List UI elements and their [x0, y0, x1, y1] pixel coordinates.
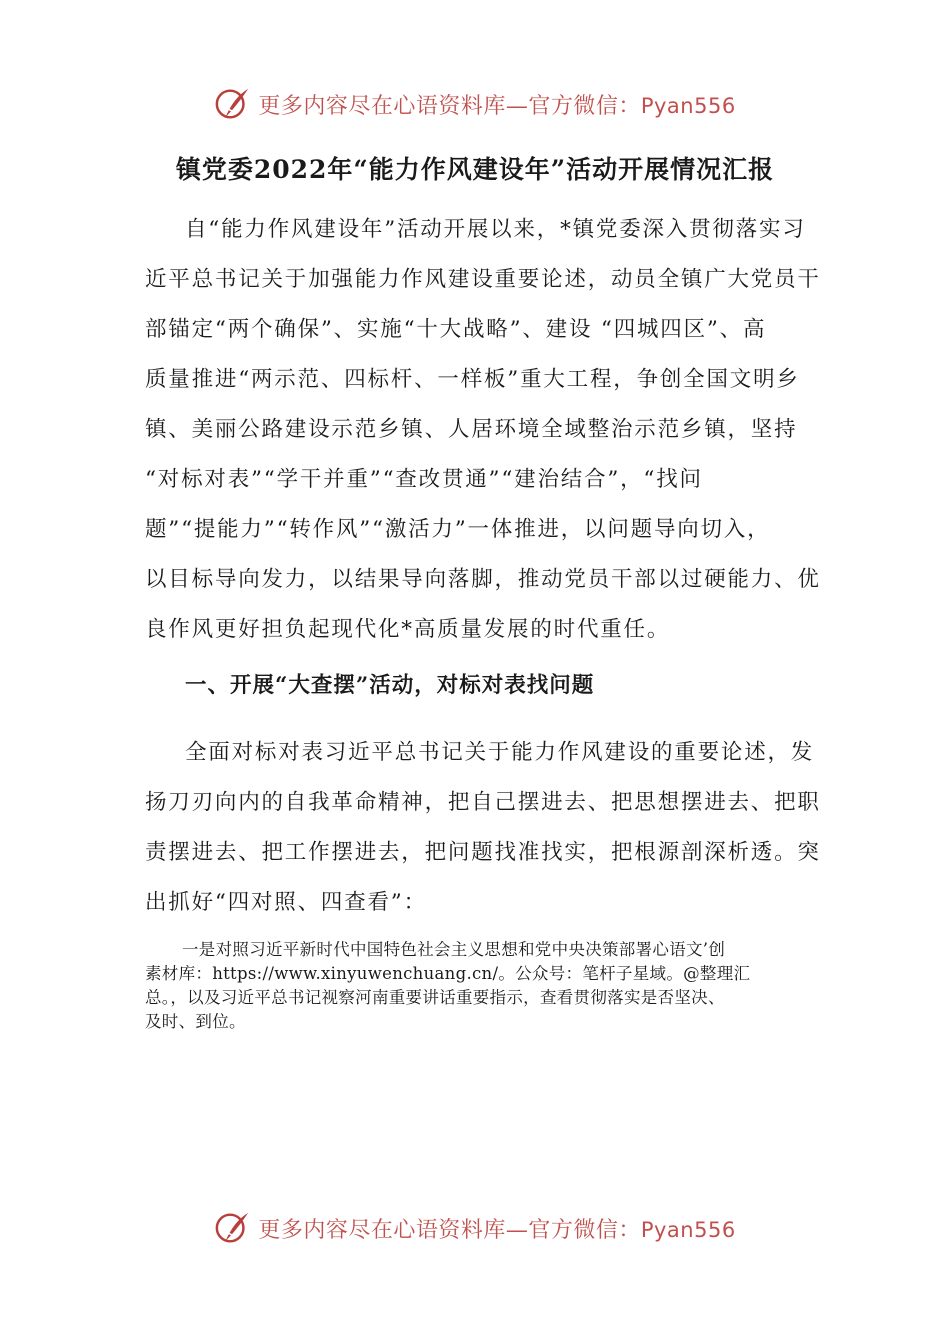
banner-wechat-id: Pyan556 [640, 93, 736, 118]
item-paragraph [145, 938, 825, 1034]
paragraph-line: 自“能力作风建设年”活动开展以来，*镇党委深入贯彻落实习 [185, 217, 806, 242]
paragraph-line: 全面对标对表习近平总书记关于能力作风建设的重要论述，发 [185, 740, 815, 765]
paragraph-line: 题”“提能力”“转作风”“激活力”一体推进，以问题导向切入， [145, 517, 771, 542]
paragraph-line: 出抓好“四对照、四查看”： [145, 890, 427, 915]
paragraph-line: 良作风更好担负起现代化*高质量发展的时代重任。 [145, 617, 671, 642]
paragraph-line: 总。，以及习近平总书记视察河南重要讲话重要指示，查看贯彻落实是否坚决、 [145, 988, 725, 1007]
paragraph-line: 部锚定“两个确保”、实施“十大战略”、建设 “四城四区”、高 [145, 317, 767, 342]
paragraph-line: 镇、美丽公路建设示范乡镇、人居环境全域整治示范乡镇，坚持 [145, 417, 798, 442]
quill-pen-circle-icon [214, 1209, 252, 1247]
paragraph-line: 质量推进“两示范、四标杆、一样板”重大工程，争创全国文明乡 [145, 367, 800, 392]
banner-wechat-id: Pyan556 [640, 1217, 736, 1242]
section1-paragraph [145, 728, 821, 928]
section-heading: 一、开展“大查摆”活动，对标对表找问题 [185, 673, 595, 698]
banner-text: 更多内容尽在心语资料库—官方微信：Pyan556 [258, 1217, 736, 1243]
quill-pen-circle-icon [214, 85, 252, 123]
header-banner [0, 82, 950, 126]
paragraph-line: 一是对照习近平新时代中国特色社会主义思想和党中央决策部署心语文’创 [182, 940, 726, 959]
document-title: 镇党委2022年“能力作风建设年”活动开展情况汇报 [175, 155, 775, 184]
paragraph-line: “对标对表”“学干并重”“查改贯通”“建治结合”，“找问 [145, 467, 703, 492]
paragraph-line: 近平总书记关于加强能力作风建设重要论述，动员全镇广大党员干 [145, 267, 821, 292]
intro-paragraph [145, 205, 821, 655]
footer-banner [0, 1206, 950, 1250]
paragraph-line: 责摆进去、把工作摆进去，把问题找准找实，把根源剖深析透。突 [145, 840, 821, 865]
paragraph-line: 及时、到位。 [145, 1012, 246, 1031]
paragraph-line: 以目标导向发力，以结果导向落脚，推动党员干部以过硬能力、优 [145, 567, 821, 592]
banner-text: 更多内容尽在心语资料库—官方微信：Pyan556 [258, 93, 736, 119]
paragraph-line: 扬刀刃向内的自我革命精神，把自己摆进去、把思想摆进去、把职 [145, 790, 821, 815]
paragraph-line: 素材库：https://www.xinyuwenchuang.cn/。公众号：笔杆子星域。@整理汇 [145, 964, 751, 983]
